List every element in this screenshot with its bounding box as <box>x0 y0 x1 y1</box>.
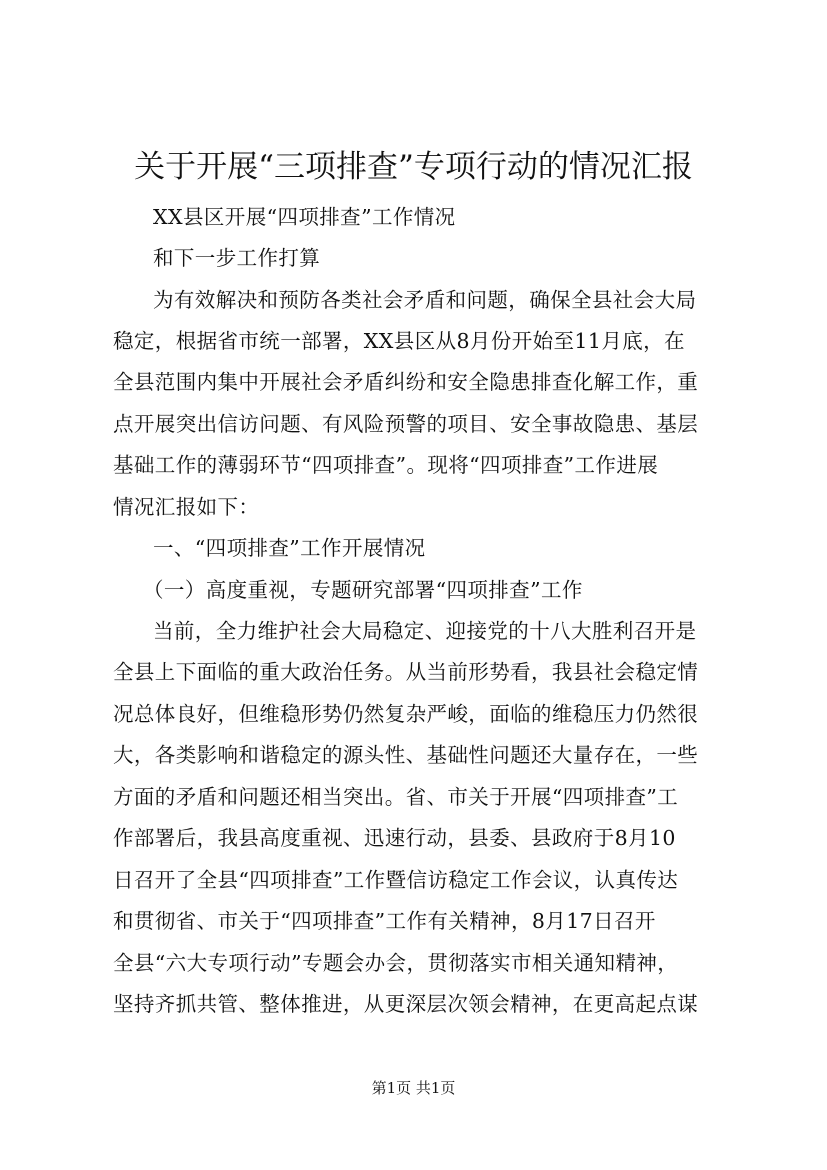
body-line: 方面的矛盾和问题还相当突出。省、市关于开展“四项排查”工 <box>113 785 679 809</box>
body-line: 情况汇报如下： <box>113 495 260 519</box>
body-line: 全县上下面临的重大政治任务。从当前形势看，我县社会稳定情 <box>113 660 699 684</box>
section-heading: 一、“四项排查”工作开展情况 <box>153 536 426 560</box>
subsection-heading: （一）高度重视，专题研究部署“四项排查”工作 <box>143 578 583 602</box>
body-line: 大，各类影响和谐稳定的源头性、基础性问题还大量存在，一些 <box>113 743 699 767</box>
document-title: 关于开展“三项排查”专项行动的情况汇报 <box>134 149 693 185</box>
body-line: 全县“六大专项行动”专题会办会，贯彻落实市相关通知精神， <box>113 951 679 975</box>
subtitle-line-1: XX县区开展“四项排查”工作情况 <box>153 205 456 229</box>
body-line: 为有效解决和预防各类社会矛盾和问题，确保全县社会大局 <box>153 288 697 312</box>
body-line: 作部署后，我县高度重视、迅速行动，县委、县政府于8月10 <box>113 826 676 850</box>
page-footer: 第1页 共1页 <box>371 1079 456 1097</box>
body-line: 况总体良好，但维稳形势仍然复杂严峻，面临的维稳压力仍然很 <box>113 702 699 726</box>
body-line: 点开展突出信访问题、有风险预警的项目、安全事故隐患、基层 <box>113 412 699 436</box>
body-line: 和贯彻省、市关于“四项排查”工作有关精神，8月17日召开 <box>113 909 656 933</box>
body-line: 稳定，根据省市统一部署，XX县区从8月份开始至11月底，在 <box>113 329 685 353</box>
body-line: 当前，全力维护社会大局稳定、迎接党的十八大胜利召开是 <box>153 619 697 643</box>
body-line: 日召开了全县“四项排查”工作暨信访稳定工作会议，认真传达 <box>113 868 679 892</box>
body-line: 基础工作的薄弱环节“四项排查”。现将“四项排查”工作进展 <box>113 453 659 477</box>
body-line: 全县范围内集中开展社会矛盾纠纷和安全隐患排查化解工作，重 <box>113 370 699 394</box>
body-line: 坚持齐抓共管、整体推进，从更深层次领会精神，在更高起点谋 <box>113 992 699 1016</box>
subtitle-line-2: 和下一步工作打算 <box>153 246 321 270</box>
